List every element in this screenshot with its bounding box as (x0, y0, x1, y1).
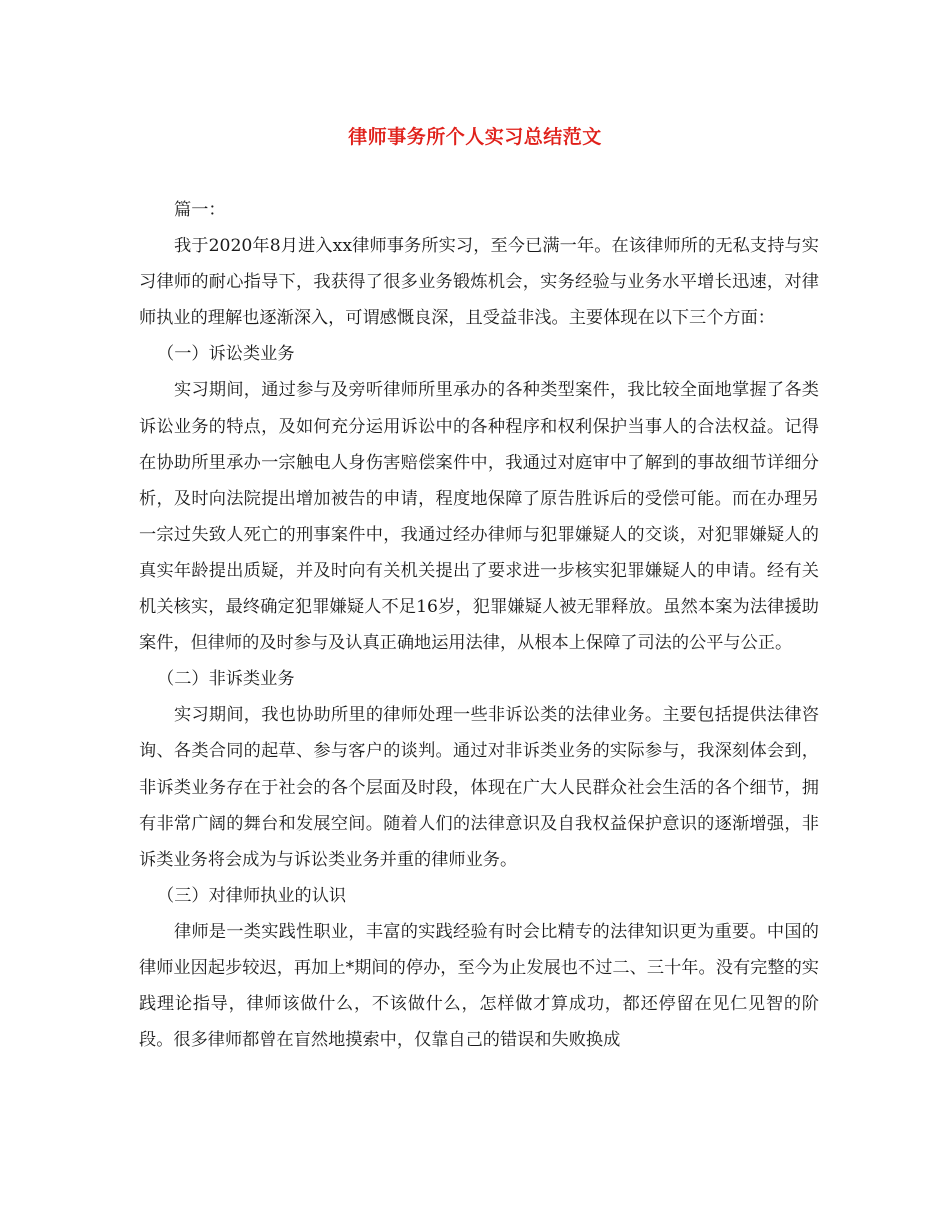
body-paragraph: 我于2020年8月进入xx律师事务所实习，至今已满一年。在该律师所的无私支持与实习律师的耐心指导下，我获得了很多业务锻炼机会，实务经验与业务水平增长迅速，对律师执业的理解也逐渐深入，可谓感慨良深，且受益非浅。主要体现在以下三个方面： (139, 236, 819, 329)
section-label: 篇一： (174, 200, 226, 220)
body-paragraph: 实习期间，通过参与及旁听律师所里承办的各种类型案件，我比较全面地掌握了各类诉讼业务的特点，及如何充分运用诉讼中的各种程序和权利保护当事人的合法权益。记得在协助所里承办一宗触电人身伤害赔偿案件中，我通过对庭审中了解到的事故细节详细分析，及时向法院提出增加被告的申请，程度地保障了原告胜诉后的受偿可能。而在办理另一宗过失致人死亡的刑事案件中，我通过经办律师与犯罪嫌疑人的交谈，对犯罪嫌疑人的真实年龄提出质疑，并及时向有关机关提出了要求进一步核实犯罪嫌疑人的申请。经有关机关核实，最终确定犯罪嫌疑人不足16岁，犯罪嫌疑人被无罪释放。虽然本案为法律援助案件，但律师的及时参与及认真正确地运用法律，从根本上保障了司法的公平与公正。 (139, 380, 819, 654)
document-title: 律师事务所个人实习总结范文 (348, 126, 602, 148)
document-body (139, 192, 819, 1058)
body-paragraph: 实习期间，我也协助所里的律师处理一些非诉讼类的法律业务。主要包括提供法律咨询、各类合同的起草、参与客户的谈判。通过对非诉类业务的实际参与，我深刻体会到，非诉类业务存在于社会的各个层面及时段，体现在广大人民群众社会生活的各个细节，拥有非常广阔的舞台和发展空间。随着人们的法律意识及自我权益保护意识的逐渐增强，非诉类业务将会成为与诉讼类业务并重的律师业务。 (139, 705, 819, 870)
section-heading: （三）对律师执业的认识 (157, 885, 347, 906)
body-paragraph: 律师是一类实践性职业，丰富的实践经验有时会比精专的法律知识更为重要。中国的律师业因起步较迟，再加上*期间的停办，至今为止发展也不过二、三十年。没有完整的实践理论指导，律师该做什么，不该做什么，怎样做才算成功，都还停留在见仁见智的阶段。很多律师都曾在盲然地摸索中，仅靠自己的错误和失败换成 (139, 921, 819, 1051)
section-heading: （二）非诉类业务 (157, 669, 295, 690)
section-heading: （一）诉讼类业务 (157, 344, 295, 365)
